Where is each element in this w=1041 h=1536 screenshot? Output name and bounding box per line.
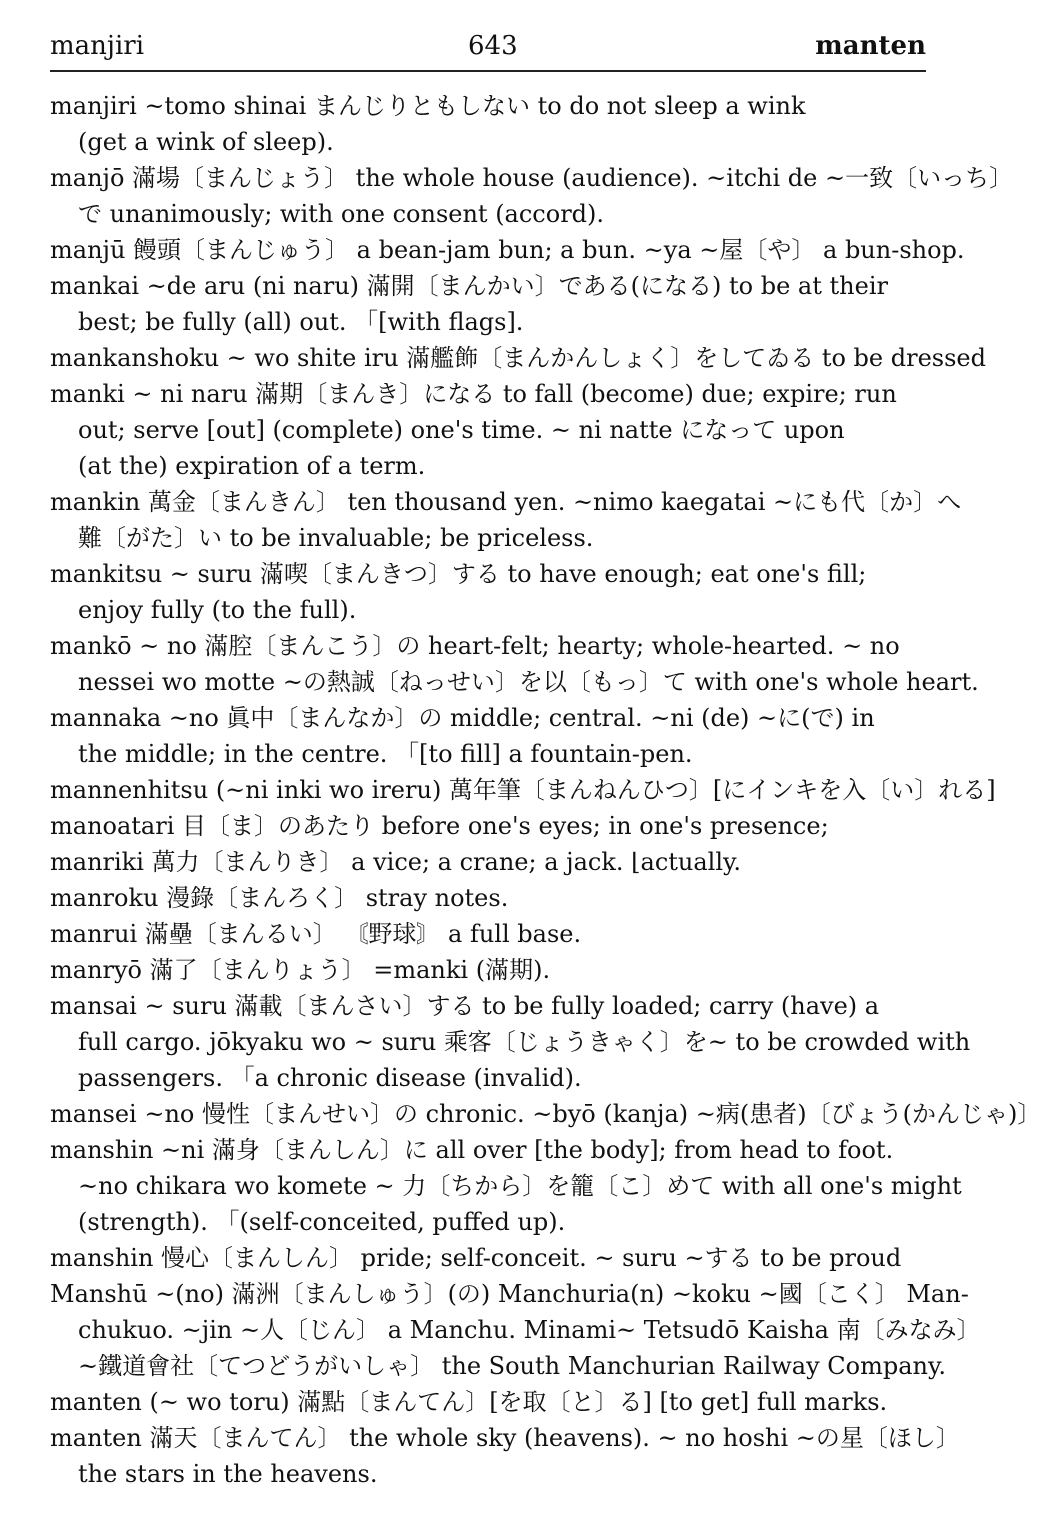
entry-line: mankanshoku ~ wo shite iru 滿艦飾〔まんかんしょく〕をしてゐる to be dressed: [50, 344, 986, 372]
entry-line: manoatari 目〔ま〕のあたり before one's eyes; in one's presence;: [50, 812, 829, 840]
entry-line: (strength). 「(self-conceited, puffed up).: [78, 1208, 566, 1236]
entry-line: mannenhitsu (~ni inki wo ireru) 萬年筆〔まんねんひつ〕[にインキを入〔い〕れる]: [50, 776, 996, 804]
entry-line: 難〔がた〕い to be invaluable; be priceless.: [78, 524, 594, 552]
entry-line: mannaka ~no 眞中〔まんなか〕の middle; central. ~ni (de) ~に(で) in: [50, 704, 875, 732]
entry-line: (get a wink of sleep).: [78, 128, 334, 156]
entry-line: ~鐵道會社〔てつどうがいしゃ〕 the South Manchurian Railway Company.: [78, 1352, 947, 1380]
entry-line: mankai ~de aru (ni naru) 滿開〔まんかい〕である(になる) to be at their: [50, 272, 888, 300]
entry-line: ~no chikara wo komete ~ 力〔ちから〕を籠〔こ〕めて with all one's might: [78, 1172, 962, 1200]
entry-line: mansai ~ suru 滿載〔まんさい〕する to be fully loaded; carry (have) a: [50, 992, 880, 1020]
entry-line: manjū 饅頭〔まんじゅう〕 a bean-jam bun; a bun. ~ya ~屋〔や〕 a bun-shop.: [50, 236, 965, 264]
header-rule: [50, 70, 926, 72]
entry-line: (at the) expiration of a term.: [78, 452, 426, 480]
entry-line: manjō 滿場〔まんじょう〕 the whole house (audience). ~itchi de ~一致〔いっち〕: [50, 164, 1014, 192]
entry-line: out; serve [out] (complete) one's time. ~ ni natte になって upon: [78, 416, 845, 444]
entry-line: Manshū ~(no) 滿洲〔まんしゅう〕(の) Manchuria(n) ~koku ~國〔こく〕 Man-: [50, 1280, 969, 1308]
entry-line: manshin 慢心〔まんしん〕 pride; self-conceit. ~ suru ~する to be proud: [50, 1244, 902, 1272]
entry-line: manten 滿天〔まんてん〕 the whole sky (heavens). ~ no hoshi ~の星〔ほし〕: [50, 1424, 960, 1452]
entry-line: manki ~ ni naru 滿期〔まんき〕になる to fall (become) due; expire; run: [50, 380, 897, 408]
header-last-entry: manten: [815, 31, 926, 61]
entry-line: the stars in the heavens.: [78, 1460, 378, 1488]
dictionary-entries: [50, 88, 1041, 1492]
page-header: [50, 28, 926, 64]
entry-line: mankin 萬金〔まんきん〕 ten thousand yen. ~nimo kaegatai ~にも代〔か〕へ: [50, 488, 962, 516]
entry-line: manriki 萬力〔まんりき〕 a vice; a crane; a jack. ⌊actually.: [50, 848, 742, 876]
entry-line: mansei ~no 慢性〔まんせい〕の chronic. ~byō (kanja) ~病(患者)〔びょう(かんじゃ)〕: [50, 1100, 1041, 1128]
entry-line: manten (~ wo toru) 滿點〔まんてん〕[を取〔と〕る] [to get] full marks.: [50, 1388, 888, 1416]
header-first-entry: manjiri: [50, 31, 145, 61]
entry-line: chukuo. ~jin ~人〔じん〕 a Manchu. Minami~ Tetsudō Kaisha 南〔みなみ〕: [78, 1316, 981, 1344]
entry-line: best; be fully (all) out. 「[with flags].: [78, 308, 524, 336]
entry-line: manroku 漫錄〔まんろく〕 stray notes.: [50, 884, 509, 912]
entry-line: mankitsu ~ suru 滿喫〔まんきつ〕する to have enough; eat one's fill;: [50, 560, 867, 588]
entry-line: the middle; in the centre. 「[to fill] a fountain-pen.: [78, 740, 693, 768]
entry-line: manrui 滿壘〔まんるい〕 〘野球〙 a full base.: [50, 920, 582, 948]
entry-line: mankō ~ no 滿腔〔まんこう〕の heart-felt; hearty; whole-hearted. ~ no: [50, 632, 900, 660]
entry-line: manshin ~ni 滿身〔まんしん〕に all over [the body]; from head to foot.: [50, 1136, 894, 1164]
page-number: 643: [468, 31, 518, 61]
entry-line: nessei wo motte ~の熱誠〔ねっせい〕を以〔もっ〕て with one's whole heart.: [78, 668, 979, 696]
entry-line: enjoy fully (to the full).: [78, 596, 357, 624]
entry-line: manryō 滿了〔まんりょう〕 =manki (滿期).: [50, 956, 551, 984]
entry-line: で unanimously; with one consent (accord).: [78, 200, 605, 228]
entry-line: manjiri ~tomo shinai まんじりともしない to do not sleep a wink: [50, 92, 806, 120]
entry-line: passengers. 「a chronic disease (invalid).: [78, 1064, 582, 1092]
entry-line: full cargo. jōkyaku wo ~ suru 乘客〔じょうきゃく〕を~ to be crowded with: [78, 1028, 971, 1056]
